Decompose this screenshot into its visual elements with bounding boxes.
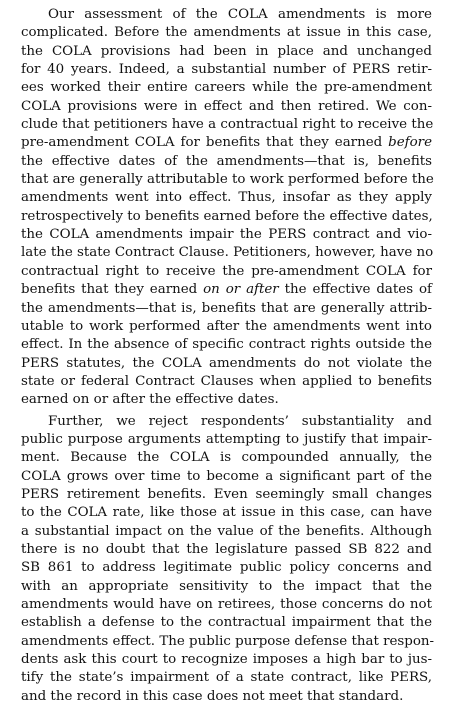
text-line: retrospectively to benefits earned before the effective dates,: [21, 208, 433, 224]
text-run: benefits that they earned: [21, 282, 198, 298]
text-line: public purpose arguments attempting to justify that impair-: [21, 431, 432, 447]
text-line: there is no doubt that the legislature passed SB 822 and: [21, 541, 432, 557]
text-line: PERS statutes, the COLA amendments do not violate the: [21, 355, 432, 371]
text-line: the amendments—that is, benefits that are generally attrib-: [21, 300, 432, 316]
text-line: contractual right to receive the pre-amendment COLA for: [21, 263, 432, 279]
text-line: utable to work performed after the amendments went into: [21, 318, 432, 334]
text-line: effect. In the absence of specific contract rights outside the: [21, 337, 432, 353]
text-line: [21, 281, 432, 299]
text-line: with an appropriate sensitivity to the impact that the: [21, 578, 432, 594]
text-line: complicated. Before the amendments at issue in this case,: [21, 25, 432, 41]
text-run: pre-amendment COLA for benefits that they earned: [21, 135, 383, 151]
opinion-page: [21, 6, 435, 706]
text-line: for 40 years. Indeed, a substantial number of PERS retir-: [21, 62, 432, 78]
text-line: COLA provisions were in effect and then retired. We con-: [21, 98, 432, 114]
text-line: PERS retirement benefits. Even seemingly small changes: [21, 486, 432, 502]
text-line: that are generally attributable to work performed before the: [21, 172, 434, 188]
text-line: clude that petitioners have a contractual right to receive the: [21, 117, 434, 133]
text-line: state or federal Contract Clauses when applied to benefits: [21, 373, 432, 389]
text-line: the COLA amendments impair the PERS contract and vio-: [21, 227, 432, 243]
italic-emphasis: on or after: [203, 282, 279, 298]
text-line: to the COLA rate, like those at issue in this case, can have: [21, 505, 432, 521]
text-line: tify the state’s impairment of a state contract, like PERS,: [21, 670, 432, 686]
text-line: ees worked their entire careers while the pre-amendment: [21, 80, 432, 96]
text-run: the effective dates of: [284, 282, 433, 298]
italic-emphasis: before: [388, 135, 432, 151]
text-line: COLA grows over time to become a significant part of the: [21, 468, 432, 484]
text-line: amendments would have on retirees, those concerns do not: [21, 597, 432, 612]
paragraph-cola-assessment: [21, 6, 432, 410]
text-line: [21, 134, 432, 152]
text-line: earned on or after the effective dates.: [21, 392, 279, 408]
text-line: SB 861 to address legitimate public policy concerns and: [21, 560, 432, 576]
text-line: late the state Contract Clause. Petitioners, however, have no: [21, 245, 434, 261]
text-line: establish a defense to the contractual impairment that the: [21, 615, 432, 631]
text-line: a substantial impact on the value of the benefits. Although: [21, 523, 432, 539]
text-line: the effective dates of the amendments—that is, benefits: [21, 153, 432, 169]
text-line: Our assessment of the COLA amendments is more: [48, 7, 432, 22]
text-line: ment. Because the COLA is compounded annually, the: [21, 450, 432, 466]
text-line: Further, we reject respondents’ substantiality and: [48, 413, 432, 429]
paragraph-public-purpose: [21, 413, 435, 706]
text-line: and the record in this case does not meet that standard.: [21, 688, 404, 704]
text-line: amendments went into effect. Thus, insofar as they apply: [21, 190, 432, 206]
text-line: amendments effect. The public purpose defense that respon-: [21, 633, 435, 649]
text-line: dents ask this court to recognize imposes a high bar to jus-: [21, 652, 432, 668]
text-line: the COLA provisions had been in place and unchanged: [21, 43, 432, 59]
